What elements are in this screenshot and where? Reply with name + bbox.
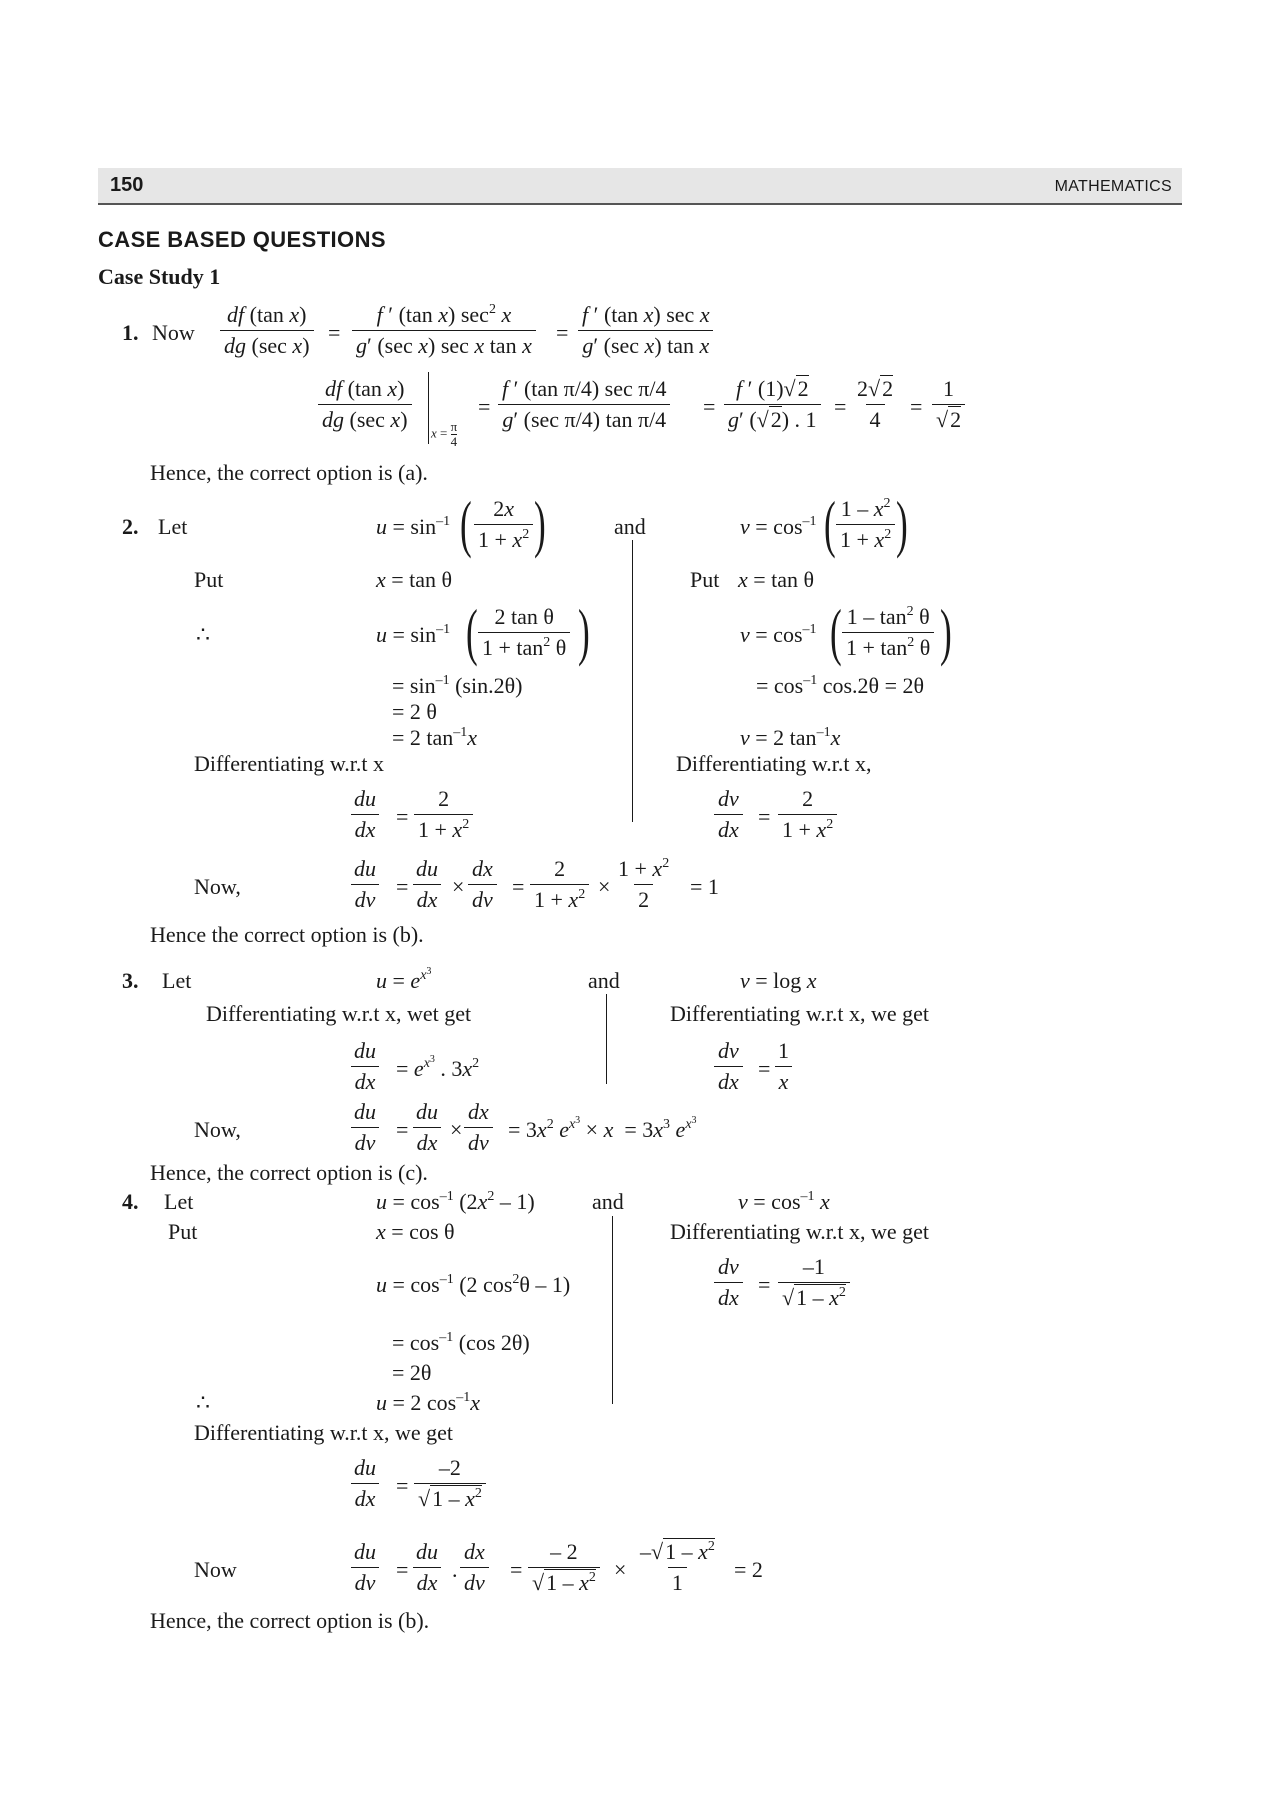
q4-let-label: Let [164, 1189, 194, 1214]
q4-dv-dx-value: $\frac{-1}{√1 - x^2}$ [778, 1254, 850, 1311]
q4-du-dx: $\frac{du}{dx}$ [350, 1455, 380, 1512]
q2-put-left: Put [194, 567, 224, 592]
q4-du-dx-value: $\frac{-2}{√1 - x^2}$ [414, 1455, 486, 1512]
q4-diff-left: Differentiating w.r.t x, we get [194, 1420, 454, 1445]
q2-diff-left: Differentiating w.r.t x [194, 751, 385, 776]
page-number: 150 [110, 174, 144, 196]
case-study-title: Case Study 1 [98, 264, 221, 289]
q2-du-dx-value: $\frac{2}{1 + x^2}$ [414, 786, 473, 843]
q2-put-right: Put [690, 567, 720, 592]
q1-step2-fraction: f ′ (tan x) sec x g′ (sec x) tan x [578, 302, 714, 359]
q3-number: 3. [122, 968, 139, 993]
q4-therefore: ∴ [196, 1390, 210, 1415]
q3-column-divider [606, 994, 607, 1084]
page-header-bar [98, 168, 1182, 205]
q3-diff-right: Differentiating w.r.t x, we get [670, 1001, 930, 1026]
q2-v-argument: $\frac{1 - x^2}{1 + x^2}$ [836, 496, 895, 553]
q2-du-dx: $\frac{du}{dx}$ [350, 786, 380, 843]
q1-conclusion: Hence, the correct option is (a). [150, 460, 428, 485]
q4-now-label: Now [194, 1557, 237, 1582]
q1-eval-step2-fraction: $\frac{f ' (1)√2}{g' (√2) . 1}$ [724, 376, 821, 433]
q1-step1-fraction: f ′ (tan x) $\sec^2 x$ g′ (sec x) sec x tan x [352, 302, 536, 359]
q2-dv-dx: $\frac{dv}{dx}$ [714, 786, 743, 843]
q1-eval-step3-fraction: $\frac{2√2}{4}$ [857, 376, 894, 432]
q1-number: 1. [122, 320, 139, 345]
q4-conclusion: Hence, the correct option is (b). [150, 1608, 430, 1633]
q2-now-label: Now, [194, 874, 241, 899]
q2-du-dv: $\frac{du}{dv}$ [350, 856, 380, 913]
q2-conclusion: Hence the correct option is (b). [150, 922, 424, 947]
section-title: CASE BASED QUESTIONS [98, 227, 386, 252]
q4-dv-dx: $\frac{dv}{dx}$ [714, 1254, 743, 1311]
q2-number: 2. [122, 514, 139, 539]
q3-let-label: Let [162, 968, 192, 993]
q2-column-divider [632, 540, 633, 822]
q3-now-label: Now, [194, 1117, 241, 1142]
q2-u-argument: $\frac{2x}{1 + x^2}$ [474, 496, 533, 553]
q3-dv-dx: $\frac{dv}{dx}$ [714, 1038, 743, 1095]
q3-du-dx: $\frac{du}{dx}$ [350, 1038, 380, 1095]
q3-conclusion: Hence, the correct option is (c). [150, 1160, 428, 1185]
q4-column-divider [612, 1216, 613, 1404]
running-header: MATHEMATICS [1054, 178, 1172, 195]
q2-therefore: ∴ [196, 622, 210, 647]
q2-diff-right: Differentiating w.r.t x, [676, 751, 872, 776]
q1-now-label: Now [152, 320, 195, 345]
q2-dv-dx-value: $\frac{2}{1 + x^2}$ [778, 786, 837, 843]
q1-eval-result-fraction: $\frac{1}{√2}$ [932, 376, 965, 433]
q1-eval-step1-fraction: f ′ (tan π/4) sec π/4 g′ (sec π/4) tan π/4 [498, 376, 671, 433]
q4-put-label: Put [168, 1219, 198, 1244]
q4-and-label: and [592, 1189, 624, 1214]
q3-du-dv: $\frac{du}{dv}$ [350, 1099, 380, 1156]
q2-and-label: and [614, 514, 646, 539]
q2-u-substituted: $\frac{\text{2 tan θ}}{1 + \tan^2 \theta}$ [478, 604, 570, 661]
q3-and-label: and [588, 968, 620, 993]
q4-du-dv: $\frac{du}{dv}$ [350, 1539, 380, 1596]
q4-diff-right: Differentiating w.r.t x, we get [670, 1219, 930, 1244]
q1-lhs-fraction: df (tan x) dg (sec x) [220, 302, 314, 359]
q3-dv-dx-value: $\frac{1}{x}$ [774, 1038, 793, 1095]
q2-v-substituted: $\frac{1 - \tan^2 \theta}{1 + \tan^2 \theta}$ [842, 604, 934, 661]
q1-eval-lhs-fraction: df (tan x) dg (sec x) [318, 376, 412, 433]
q4-number: 4. [122, 1189, 139, 1214]
q2-let-label: Let [158, 514, 188, 539]
q1-evaluation-bar [428, 372, 429, 444]
q3-diff-left: Differentiating w.r.t x, wet get [206, 1001, 472, 1026]
